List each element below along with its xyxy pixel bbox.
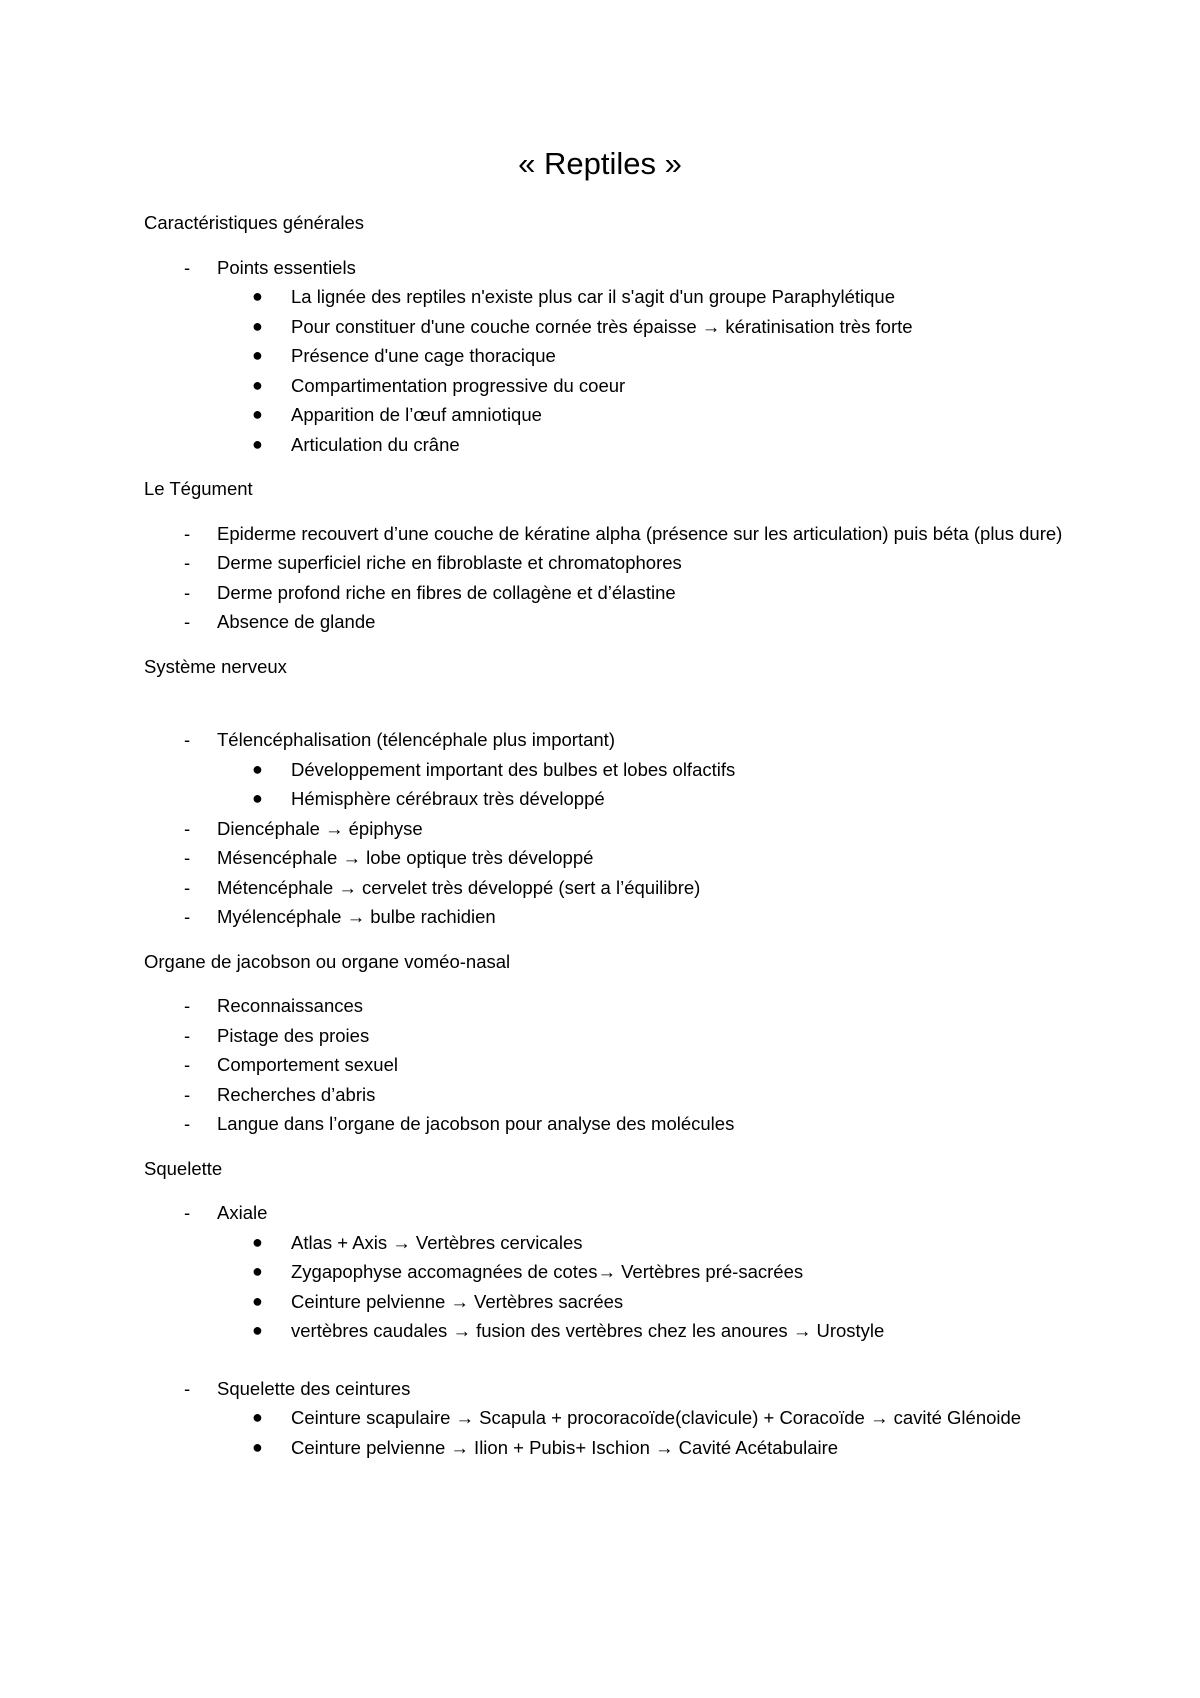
bullet-icon: ● — [252, 1290, 263, 1311]
dash-marker: - — [184, 581, 191, 603]
bullet-icon: ● — [252, 758, 263, 779]
section-heading: Le Tégument — [144, 478, 253, 499]
section-caracteristiques-generales — [144, 208, 1064, 459]
list-item-text: Axiale — [217, 1202, 268, 1223]
dash-marker: - — [184, 995, 191, 1016]
dash-marker: - — [184, 876, 191, 898]
sub-list-item — [144, 784, 1064, 814]
sub-list-item-text: Zygapophyse accomagnées de cotes→ Vertèbres pré-sacrées — [291, 1261, 804, 1282]
section-squelette — [144, 1154, 1064, 1463]
list-item-text: Absence de glande — [217, 611, 376, 632]
list-item — [144, 1374, 1064, 1404]
list-item-text: Diencéphale → épiphyse — [217, 817, 423, 839]
sub-list-item — [144, 1403, 1064, 1433]
sub-list-item-text: La lignée des reptiles n'existe plus car il s'agit d'un groupe Paraphylétique — [291, 286, 895, 307]
list-item-text: Reconnaissances — [217, 995, 364, 1016]
list-item — [144, 725, 1064, 755]
sub-list-item — [144, 755, 1064, 785]
list-item-text: Points essentiels — [217, 256, 356, 278]
sub-list-item — [144, 371, 1064, 401]
dash-marker: - — [184, 906, 191, 927]
list-item-text: Derme superficiel riche en fibroblaste et chromatophores — [217, 552, 682, 573]
list-item-text: Myélencéphale → bulbe rachidien — [217, 906, 496, 927]
dash-marker: - — [184, 817, 191, 839]
dash-marker: - — [184, 256, 191, 278]
list-item — [144, 814, 1064, 844]
section-heading: Organe de jacobson ou organe voméo-nasal — [144, 950, 511, 972]
dash-marker: - — [184, 1083, 191, 1105]
list-item-text: Squelette des ceintures — [217, 1377, 411, 1399]
section-tegument — [144, 474, 1064, 637]
sub-list-item — [144, 1287, 1064, 1317]
sub-list-item-text: Compartimentation progressive du coeur — [291, 374, 626, 396]
list-item-text: Métencéphale → cervelet très développé (sert a l’équilibre) — [217, 876, 701, 898]
list-item — [144, 1021, 1064, 1051]
document-body — [144, 208, 1064, 1477]
list-item — [144, 1109, 1064, 1139]
sub-list-item-text: Développement important des bulbes et lobes olfactifs — [291, 758, 736, 780]
list-item — [144, 902, 1064, 932]
list-item-text: Mésencéphale → lobe optique très développé — [217, 847, 594, 868]
sub-list-item-text: Ceinture scapulaire → Scapula + procoracoïde(clavicule) + Coracoïde → cavité Glénoide — [291, 1407, 1022, 1428]
dash-marker: - — [184, 1024, 191, 1046]
sub-list-item — [144, 1316, 1064, 1346]
sub-list-item — [144, 1257, 1064, 1287]
dash-marker: - — [184, 1113, 191, 1134]
dash-marker: - — [184, 611, 191, 632]
dash-marker: - — [184, 522, 191, 544]
list-item-text: Epiderme recouvert d’une couche de kératine alpha (présence sur les articulation) puis béta (plus dure) — [217, 522, 1063, 544]
bullet-icon: ● — [252, 788, 263, 808]
section-heading: Squelette — [144, 1157, 223, 1179]
sub-list-item-text: Pour constituer d'une couche cornée très épaisse → kératinisation très forte — [291, 315, 913, 337]
sub-list-item-text: Présence d'une cage thoracique — [291, 345, 556, 366]
list-item — [144, 1198, 1064, 1228]
bullet-icon: ● — [252, 1436, 263, 1457]
sub-list-item-text: vertèbres caudales → fusion des vertèbres chez les anoures → Urostyle — [291, 1320, 885, 1341]
bullet-icon: ● — [252, 1407, 263, 1427]
sub-list-item-text: Ceinture pelvienne → Ilion + Pubis+ Ischion → Cavité Acétabulaire — [291, 1436, 839, 1458]
list-item-text: Derme profond riche en fibres de collagène et d’élastine — [217, 581, 676, 603]
bullet-icon: ● — [252, 286, 263, 306]
list-item — [144, 253, 1064, 283]
bullet-icon: ● — [252, 1261, 263, 1281]
section-heading: Caractéristiques générales — [144, 212, 365, 233]
sub-list-item-text: Atlas + Axis → Vertèbres cervicales — [291, 1231, 583, 1253]
bullet-icon: ● — [252, 1231, 263, 1252]
sub-list-item-text: Apparition de l’œuf amniotique — [291, 404, 542, 425]
sub-list-item — [144, 430, 1064, 460]
dash-marker: - — [184, 552, 191, 573]
sub-list-item — [144, 282, 1064, 312]
list-item — [144, 1080, 1064, 1110]
bullet-icon: ● — [252, 404, 263, 424]
sub-list-item-text: Ceinture pelvienne → Vertèbres sacrées — [291, 1290, 624, 1312]
dash-marker: - — [184, 1377, 191, 1399]
bullet-icon: ● — [252, 433, 263, 454]
list-item — [144, 607, 1064, 637]
bullet-icon: ● — [252, 1320, 263, 1340]
sub-list-item — [144, 312, 1064, 342]
document-title: « Reptiles » — [518, 146, 682, 181]
sub-list-item — [144, 400, 1064, 430]
bullet-icon: ● — [252, 345, 263, 365]
list-item — [144, 1050, 1064, 1080]
bullet-icon: ● — [252, 374, 263, 395]
list-item-text: Comportement sexuel — [217, 1054, 398, 1075]
sub-list-item-text: Hémisphère cérébraux très développé — [291, 788, 605, 809]
dash-marker: - — [184, 847, 191, 868]
list-item — [144, 519, 1064, 549]
list-item — [144, 843, 1064, 873]
dash-marker: - — [184, 1202, 191, 1223]
list-item — [144, 578, 1064, 608]
list-item-text: Langue dans l’organe de jacobson pour analyse des molécules — [217, 1113, 735, 1134]
section-organe-de-jacobson — [144, 947, 1064, 1139]
sub-list-item — [144, 1228, 1064, 1258]
section-systeme-nerveux — [144, 652, 1064, 932]
dash-marker: - — [184, 1054, 191, 1075]
list-item-text: Télencéphalisation (télencéphale plus important) — [217, 729, 615, 750]
list-item — [144, 548, 1064, 578]
section-heading: Système nerveux — [144, 655, 287, 677]
list-item — [144, 991, 1064, 1021]
list-item-text: Recherches d’abris — [217, 1083, 376, 1105]
sub-list-item — [144, 1433, 1064, 1463]
list-item — [144, 873, 1064, 903]
dash-marker: - — [184, 729, 191, 750]
list-item-text: Pistage des proies — [217, 1024, 370, 1046]
bullet-icon: ● — [252, 315, 263, 336]
sub-list-item-text: Articulation du crâne — [291, 433, 460, 455]
sub-list-item — [144, 341, 1064, 371]
